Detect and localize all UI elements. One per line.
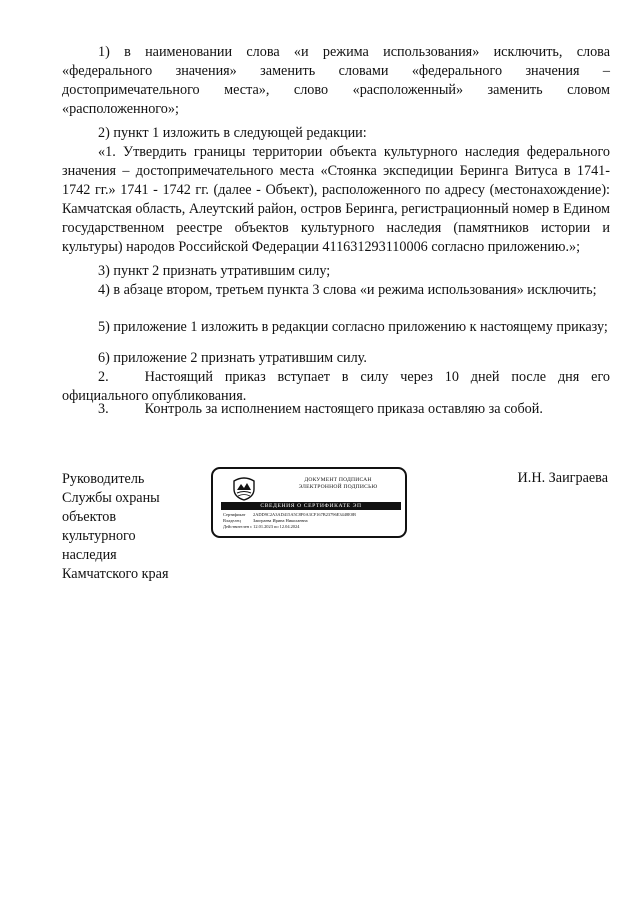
coat-of-arms-icon [231, 475, 257, 501]
electronic-signature-stamp [211, 467, 407, 538]
position-line: объектов [62, 508, 117, 525]
stamp-header: ДОКУМЕНТ ПОДПИСАН ЭЛЕКТРОННОЙ ПОДПИСЬЮ [298, 477, 378, 490]
paragraph-5: 4) в абзаце втором, третьем пункта 3 слова «и режима использования» исключить; [98, 282, 597, 298]
signatory-position [62, 470, 168, 583]
paragraph-3: «1. Утвердить границы территории объекта культурного наследия федерального значения – достопримечательного места «Стоянка экспедиции Беринга Витуса в 1741-1742 гг.» 1741 - 1742 гг. (далее - Объект), расположенного по адресу (местонахождение): Камчатская область, Алеутский район, остров Беринга, регистрационный номер в Едином государственном реестре объектов культурного наследия (памятников истории и культуры) народов Российской Федерации 411631293110006 согласно приложению.»; [62, 144, 610, 255]
position-line: наследия [62, 546, 117, 563]
item-number: 2. [98, 369, 109, 385]
item-text: Настоящий приказ вступает в силу через 10 дней после дня его официального опубликования. [62, 369, 610, 404]
stamp-details: Сертификат 2ADD9C2A3AD415A5C8F0A3CF167B23796E3448E0B Владелец Заиграева Ирина Николаевна Действителен с 12.01.2023 по 12.04.2024 [223, 512, 356, 529]
position-line: Камчатского края [62, 565, 169, 582]
paragraph-1: 1) в наименовании слова «и режима использования» исключить, слова «федерального значения» заменить словами «федерального значения – достопримечательного места», слово «расположенный» заменить словом «расположенного»; [62, 44, 610, 117]
paragraph-6: 5) приложение 1 изложить в редакции согласно приложению к настоящему приказу; [98, 319, 608, 335]
paragraph-2: 2) пункт 1 изложить в следующей редакции: [98, 125, 367, 141]
position-line: Службы охраны [62, 489, 160, 506]
position-line: культурного [62, 527, 136, 544]
paragraph-9 [62, 400, 610, 419]
item-number: 3. [98, 401, 109, 417]
item-text: Контроль за исполнением настоящего приказа оставляю за собой. [144, 401, 543, 417]
paragraph-7: 6) приложение 2 признать утратившим силу. [98, 350, 367, 366]
signatory-name: И.Н. Заиграева [517, 470, 608, 486]
position-line: Руководитель [62, 471, 145, 487]
stamp-certificate-bar: СВЕДЕНИЯ О СЕРТИФИКАТЕ ЭП [221, 502, 401, 510]
paragraph-4: 3) пункт 2 признать утратившим силу; [98, 263, 331, 279]
